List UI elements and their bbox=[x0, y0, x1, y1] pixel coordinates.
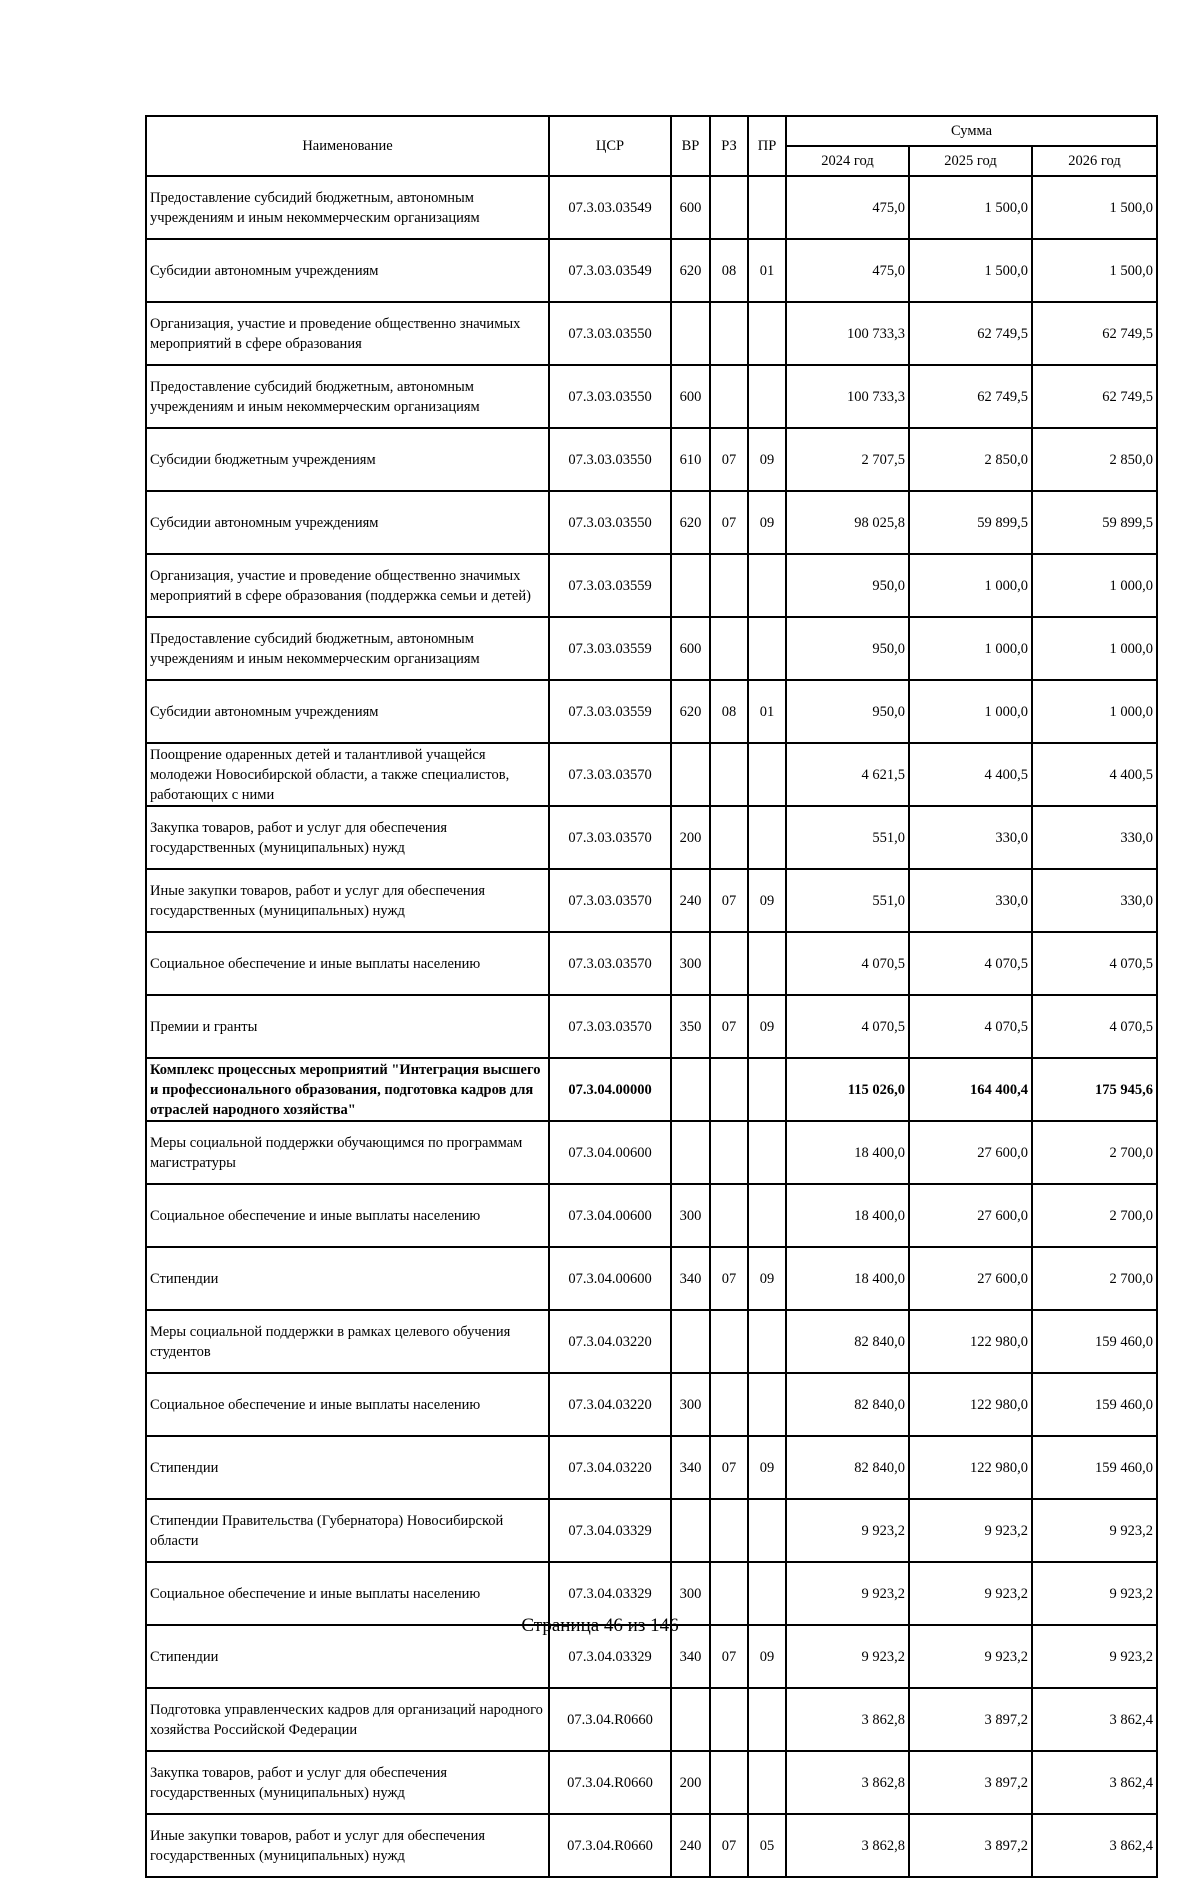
table-row bbox=[146, 1121, 1157, 1184]
cell-rz bbox=[710, 1499, 748, 1562]
cell-sum-2025: 122 980,0 bbox=[909, 1436, 1032, 1499]
cell-sum-2024: 551,0 bbox=[786, 806, 909, 869]
cell-rz: 07 bbox=[710, 995, 748, 1058]
cell-sum-2025: 4 070,5 bbox=[909, 995, 1032, 1058]
cell-sum-2025: 9 923,2 bbox=[909, 1625, 1032, 1688]
cell-csr: 07.3.03.03550 bbox=[549, 302, 671, 365]
cell-name: Меры социальной поддержки обучающимся по программам магистратуры bbox=[146, 1121, 549, 1184]
cell-pr bbox=[748, 1121, 786, 1184]
cell-csr: 07.3.04.00600 bbox=[549, 1184, 671, 1247]
cell-sum-2025: 27 600,0 bbox=[909, 1121, 1032, 1184]
header-pr: ПР bbox=[748, 116, 786, 176]
cell-sum-2025: 122 980,0 bbox=[909, 1310, 1032, 1373]
cell-sum-2024: 82 840,0 bbox=[786, 1310, 909, 1373]
cell-sum-2026: 1 500,0 bbox=[1032, 176, 1157, 239]
cell-rz bbox=[710, 1373, 748, 1436]
cell-csr: 07.3.03.03550 bbox=[549, 491, 671, 554]
cell-csr: 07.3.03.03559 bbox=[549, 680, 671, 743]
cell-name: Предоставление субсидий бюджетным, автономным учреждениям и иным некоммерческим организациям bbox=[146, 365, 549, 428]
cell-rz bbox=[710, 806, 748, 869]
cell-sum-2024: 4 070,5 bbox=[786, 932, 909, 995]
cell-pr: 05 bbox=[748, 1814, 786, 1877]
cell-vr: 620 bbox=[671, 491, 710, 554]
table-row bbox=[146, 743, 1157, 806]
cell-vr: 620 bbox=[671, 680, 710, 743]
header-name: Наименование bbox=[146, 116, 549, 176]
table-row bbox=[146, 554, 1157, 617]
header-2025: 2025 год bbox=[909, 146, 1032, 176]
table-row bbox=[146, 1499, 1157, 1562]
cell-sum-2025: 1 000,0 bbox=[909, 617, 1032, 680]
cell-sum-2024: 950,0 bbox=[786, 617, 909, 680]
cell-name: Социальное обеспечение и иные выплаты населению bbox=[146, 932, 549, 995]
cell-pr bbox=[748, 932, 786, 995]
cell-sum-2026: 1 500,0 bbox=[1032, 239, 1157, 302]
cell-name: Социальное обеспечение и иные выплаты населению bbox=[146, 1184, 549, 1247]
cell-sum-2024: 551,0 bbox=[786, 869, 909, 932]
cell-sum-2024: 18 400,0 bbox=[786, 1247, 909, 1310]
cell-sum-2025: 3 897,2 bbox=[909, 1751, 1032, 1814]
cell-csr: 07.3.03.03570 bbox=[549, 743, 671, 806]
cell-csr: 07.3.04.00600 bbox=[549, 1121, 671, 1184]
cell-sum-2024: 100 733,3 bbox=[786, 302, 909, 365]
table-row bbox=[146, 1751, 1157, 1814]
cell-pr bbox=[748, 617, 786, 680]
cell-sum-2024: 475,0 bbox=[786, 239, 909, 302]
cell-sum-2024: 2 707,5 bbox=[786, 428, 909, 491]
cell-rz bbox=[710, 554, 748, 617]
cell-sum-2025: 164 400,4 bbox=[909, 1058, 1032, 1121]
cell-sum-2024: 9 923,2 bbox=[786, 1499, 909, 1562]
cell-name: Организация, участие и проведение общественно значимых мероприятий в сфере образования (поддержка семьи и детей) bbox=[146, 554, 549, 617]
cell-sum-2025: 4 400,5 bbox=[909, 743, 1032, 806]
table-row bbox=[146, 428, 1157, 491]
cell-name: Субсидии автономным учреждениям bbox=[146, 239, 549, 302]
cell-csr: 07.3.03.03550 bbox=[549, 428, 671, 491]
header-sum: Сумма bbox=[786, 116, 1157, 146]
cell-vr: 300 bbox=[671, 1373, 710, 1436]
cell-sum-2025: 9 923,2 bbox=[909, 1562, 1032, 1625]
table-row bbox=[146, 1184, 1157, 1247]
cell-sum-2026: 4 070,5 bbox=[1032, 932, 1157, 995]
cell-name: Организация, участие и проведение общественно значимых мероприятий в сфере образования bbox=[146, 302, 549, 365]
cell-pr bbox=[748, 1184, 786, 1247]
cell-sum-2024: 9 923,2 bbox=[786, 1562, 909, 1625]
header-2024: 2024 год bbox=[786, 146, 909, 176]
cell-sum-2025: 1 500,0 bbox=[909, 176, 1032, 239]
cell-sum-2025: 27 600,0 bbox=[909, 1184, 1032, 1247]
cell-sum-2026: 62 749,5 bbox=[1032, 365, 1157, 428]
cell-vr: 240 bbox=[671, 1814, 710, 1877]
cell-pr bbox=[748, 554, 786, 617]
cell-rz bbox=[710, 302, 748, 365]
cell-pr: 09 bbox=[748, 428, 786, 491]
cell-csr: 07.3.03.03570 bbox=[549, 869, 671, 932]
table-row bbox=[146, 302, 1157, 365]
cell-sum-2025: 1 000,0 bbox=[909, 680, 1032, 743]
cell-pr bbox=[748, 365, 786, 428]
cell-vr bbox=[671, 302, 710, 365]
cell-pr bbox=[748, 806, 786, 869]
cell-sum-2024: 950,0 bbox=[786, 680, 909, 743]
cell-pr: 09 bbox=[748, 1247, 786, 1310]
cell-name: Комплекс процессных мероприятий "Интеграция высшего и профессионального образования, подготовка кадров для отраслей народного хозяйства" bbox=[146, 1058, 549, 1121]
cell-pr bbox=[748, 1058, 786, 1121]
cell-sum-2026: 59 899,5 bbox=[1032, 491, 1157, 554]
cell-csr: 07.3.03.03550 bbox=[549, 365, 671, 428]
cell-sum-2026: 2 700,0 bbox=[1032, 1121, 1157, 1184]
table-row bbox=[146, 995, 1157, 1058]
table-row bbox=[146, 1247, 1157, 1310]
table-row bbox=[146, 680, 1157, 743]
cell-csr: 07.3.03.03549 bbox=[549, 239, 671, 302]
cell-name: Закупка товаров, работ и услуг для обеспечения государственных (муниципальных) нужд bbox=[146, 1751, 549, 1814]
table-row bbox=[146, 1058, 1157, 1121]
cell-sum-2025: 330,0 bbox=[909, 869, 1032, 932]
cell-sum-2026: 2 850,0 bbox=[1032, 428, 1157, 491]
cell-sum-2024: 3 862,8 bbox=[786, 1814, 909, 1877]
cell-vr: 200 bbox=[671, 1751, 710, 1814]
table-row bbox=[146, 491, 1157, 554]
cell-csr: 07.3.03.03549 bbox=[549, 176, 671, 239]
cell-sum-2026: 4 070,5 bbox=[1032, 995, 1157, 1058]
cell-sum-2025: 2 850,0 bbox=[909, 428, 1032, 491]
cell-vr bbox=[671, 743, 710, 806]
cell-sum-2026: 1 000,0 bbox=[1032, 617, 1157, 680]
cell-rz: 07 bbox=[710, 491, 748, 554]
cell-csr: 07.3.04.R0660 bbox=[549, 1751, 671, 1814]
header-vr: ВР bbox=[671, 116, 710, 176]
cell-sum-2025: 59 899,5 bbox=[909, 491, 1032, 554]
cell-pr: 09 bbox=[748, 1625, 786, 1688]
cell-sum-2024: 950,0 bbox=[786, 554, 909, 617]
cell-pr: 09 bbox=[748, 869, 786, 932]
cell-rz bbox=[710, 1121, 748, 1184]
cell-name: Премии и гранты bbox=[146, 995, 549, 1058]
cell-pr: 01 bbox=[748, 239, 786, 302]
cell-rz bbox=[710, 932, 748, 995]
cell-name: Предоставление субсидий бюджетным, автономным учреждениям и иным некоммерческим организациям bbox=[146, 176, 549, 239]
cell-vr: 600 bbox=[671, 365, 710, 428]
cell-sum-2026: 1 000,0 bbox=[1032, 680, 1157, 743]
cell-sum-2025: 27 600,0 bbox=[909, 1247, 1032, 1310]
cell-sum-2026: 159 460,0 bbox=[1032, 1310, 1157, 1373]
cell-name: Стипендии bbox=[146, 1436, 549, 1499]
cell-sum-2026: 159 460,0 bbox=[1032, 1436, 1157, 1499]
cell-sum-2024: 475,0 bbox=[786, 176, 909, 239]
cell-vr bbox=[671, 554, 710, 617]
cell-vr bbox=[671, 1499, 710, 1562]
cell-sum-2025: 330,0 bbox=[909, 806, 1032, 869]
cell-vr bbox=[671, 1688, 710, 1751]
cell-csr: 07.3.04.03220 bbox=[549, 1436, 671, 1499]
cell-sum-2026: 159 460,0 bbox=[1032, 1373, 1157, 1436]
cell-sum-2025: 3 897,2 bbox=[909, 1814, 1032, 1877]
cell-pr: 09 bbox=[748, 491, 786, 554]
cell-csr: 07.3.03.03559 bbox=[549, 617, 671, 680]
cell-pr bbox=[748, 1373, 786, 1436]
cell-csr: 07.3.04.03329 bbox=[549, 1562, 671, 1625]
cell-pr: 09 bbox=[748, 995, 786, 1058]
cell-rz bbox=[710, 743, 748, 806]
cell-vr: 240 bbox=[671, 869, 710, 932]
cell-vr: 340 bbox=[671, 1625, 710, 1688]
header-2026: 2026 год bbox=[1032, 146, 1157, 176]
cell-name: Иные закупки товаров, работ и услуг для обеспечения государственных (муниципальных) нужд bbox=[146, 869, 549, 932]
cell-sum-2025: 62 749,5 bbox=[909, 302, 1032, 365]
cell-sum-2025: 3 897,2 bbox=[909, 1688, 1032, 1751]
cell-vr: 340 bbox=[671, 1436, 710, 1499]
cell-csr: 07.3.04.R0660 bbox=[549, 1814, 671, 1877]
cell-csr: 07.3.04.03329 bbox=[549, 1499, 671, 1562]
cell-sum-2026: 3 862,4 bbox=[1032, 1751, 1157, 1814]
cell-rz bbox=[710, 617, 748, 680]
cell-pr bbox=[748, 302, 786, 365]
cell-rz bbox=[710, 176, 748, 239]
cell-pr bbox=[748, 176, 786, 239]
table-row bbox=[146, 869, 1157, 932]
cell-rz bbox=[710, 1184, 748, 1247]
cell-rz: 07 bbox=[710, 869, 748, 932]
cell-csr: 07.3.03.03570 bbox=[549, 995, 671, 1058]
cell-csr: 07.3.03.03570 bbox=[549, 932, 671, 995]
cell-sum-2024: 115 026,0 bbox=[786, 1058, 909, 1121]
cell-sum-2026: 3 862,4 bbox=[1032, 1688, 1157, 1751]
cell-rz bbox=[710, 1058, 748, 1121]
cell-vr: 350 bbox=[671, 995, 710, 1058]
cell-pr: 01 bbox=[748, 680, 786, 743]
cell-vr: 600 bbox=[671, 176, 710, 239]
cell-rz: 08 bbox=[710, 239, 748, 302]
cell-rz: 08 bbox=[710, 680, 748, 743]
budget-table bbox=[145, 115, 1158, 1878]
cell-sum-2024: 3 862,8 bbox=[786, 1751, 909, 1814]
cell-rz bbox=[710, 365, 748, 428]
cell-rz: 07 bbox=[710, 428, 748, 491]
table-row bbox=[146, 617, 1157, 680]
table-row bbox=[146, 1688, 1157, 1751]
cell-pr bbox=[748, 1310, 786, 1373]
cell-name: Стипендии Правительства (Губернатора) Новосибирской области bbox=[146, 1499, 549, 1562]
cell-sum-2026: 4 400,5 bbox=[1032, 743, 1157, 806]
cell-sum-2026: 330,0 bbox=[1032, 869, 1157, 932]
cell-csr: 07.3.04.R0660 bbox=[549, 1688, 671, 1751]
cell-rz: 07 bbox=[710, 1436, 748, 1499]
cell-vr bbox=[671, 1058, 710, 1121]
cell-csr: 07.3.04.03220 bbox=[549, 1373, 671, 1436]
cell-pr: 09 bbox=[748, 1436, 786, 1499]
cell-vr: 300 bbox=[671, 1184, 710, 1247]
cell-sum-2024: 18 400,0 bbox=[786, 1184, 909, 1247]
cell-name: Социальное обеспечение и иные выплаты населению bbox=[146, 1373, 549, 1436]
cell-pr bbox=[748, 1499, 786, 1562]
cell-rz bbox=[710, 1688, 748, 1751]
table-row bbox=[146, 239, 1157, 302]
cell-sum-2026: 175 945,6 bbox=[1032, 1058, 1157, 1121]
table-row bbox=[146, 1310, 1157, 1373]
cell-csr: 07.3.03.03570 bbox=[549, 806, 671, 869]
cell-csr: 07.3.04.00000 bbox=[549, 1058, 671, 1121]
table-row bbox=[146, 1814, 1157, 1877]
cell-sum-2026: 2 700,0 bbox=[1032, 1247, 1157, 1310]
cell-name: Субсидии бюджетным учреждениям bbox=[146, 428, 549, 491]
cell-vr: 340 bbox=[671, 1247, 710, 1310]
cell-sum-2026: 9 923,2 bbox=[1032, 1625, 1157, 1688]
cell-vr bbox=[671, 1121, 710, 1184]
cell-sum-2026: 62 749,5 bbox=[1032, 302, 1157, 365]
cell-sum-2025: 1 500,0 bbox=[909, 239, 1032, 302]
table-row bbox=[146, 365, 1157, 428]
cell-sum-2024: 18 400,0 bbox=[786, 1121, 909, 1184]
cell-rz: 07 bbox=[710, 1625, 748, 1688]
cell-name: Стипендии bbox=[146, 1625, 549, 1688]
cell-sum-2026: 1 000,0 bbox=[1032, 554, 1157, 617]
cell-rz bbox=[710, 1751, 748, 1814]
cell-name: Субсидии автономным учреждениям bbox=[146, 680, 549, 743]
cell-sum-2025: 1 000,0 bbox=[909, 554, 1032, 617]
table-row bbox=[146, 932, 1157, 995]
header-csr: ЦСР bbox=[549, 116, 671, 176]
cell-name: Стипендии bbox=[146, 1247, 549, 1310]
cell-pr bbox=[748, 1751, 786, 1814]
cell-vr bbox=[671, 1310, 710, 1373]
cell-pr bbox=[748, 1688, 786, 1751]
cell-rz: 07 bbox=[710, 1814, 748, 1877]
cell-sum-2025: 4 070,5 bbox=[909, 932, 1032, 995]
cell-sum-2026: 9 923,2 bbox=[1032, 1499, 1157, 1562]
table-row bbox=[146, 1373, 1157, 1436]
cell-sum-2026: 9 923,2 bbox=[1032, 1562, 1157, 1625]
cell-sum-2025: 122 980,0 bbox=[909, 1373, 1032, 1436]
cell-sum-2024: 82 840,0 bbox=[786, 1373, 909, 1436]
cell-name: Социальное обеспечение и иные выплаты населению bbox=[146, 1562, 549, 1625]
cell-vr: 300 bbox=[671, 932, 710, 995]
cell-name: Предоставление субсидий бюджетным, автономным учреждениям и иным некоммерческим организациям bbox=[146, 617, 549, 680]
table-row bbox=[146, 1436, 1157, 1499]
cell-sum-2025: 9 923,2 bbox=[909, 1499, 1032, 1562]
cell-name: Закупка товаров, работ и услуг для обеспечения государственных (муниципальных) нужд bbox=[146, 806, 549, 869]
cell-sum-2024: 3 862,8 bbox=[786, 1688, 909, 1751]
cell-name: Подготовка управленческих кадров для организаций народного хозяйства Российской Федерации bbox=[146, 1688, 549, 1751]
cell-csr: 07.3.04.03329 bbox=[549, 1625, 671, 1688]
cell-sum-2026: 330,0 bbox=[1032, 806, 1157, 869]
cell-sum-2024: 4 621,5 bbox=[786, 743, 909, 806]
cell-vr: 600 bbox=[671, 617, 710, 680]
table-row bbox=[146, 176, 1157, 239]
cell-sum-2026: 3 862,4 bbox=[1032, 1814, 1157, 1877]
cell-sum-2024: 4 070,5 bbox=[786, 995, 909, 1058]
table-header bbox=[146, 116, 1157, 176]
page-number: Страница 46 из 146 bbox=[521, 1615, 679, 1636]
cell-csr: 07.3.03.03559 bbox=[549, 554, 671, 617]
cell-vr: 300 bbox=[671, 1562, 710, 1625]
cell-sum-2025: 62 749,5 bbox=[909, 365, 1032, 428]
cell-name: Иные закупки товаров, работ и услуг для обеспечения государственных (муниципальных) нужд bbox=[146, 1814, 549, 1877]
cell-name: Поощрение одаренных детей и талантливой учащейся молодежи Новосибирской области, а также специалистов, работающих с ними bbox=[146, 743, 549, 806]
header-rz: РЗ bbox=[710, 116, 748, 176]
cell-sum-2026: 2 700,0 bbox=[1032, 1184, 1157, 1247]
cell-name: Субсидии автономным учреждениям bbox=[146, 491, 549, 554]
cell-name: Меры социальной поддержки в рамках целевого обучения студентов bbox=[146, 1310, 549, 1373]
cell-pr bbox=[748, 743, 786, 806]
cell-sum-2024: 98 025,8 bbox=[786, 491, 909, 554]
cell-vr: 620 bbox=[671, 239, 710, 302]
cell-rz bbox=[710, 1310, 748, 1373]
cell-sum-2024: 82 840,0 bbox=[786, 1436, 909, 1499]
cell-csr: 07.3.04.00600 bbox=[549, 1247, 671, 1310]
table-row bbox=[146, 806, 1157, 869]
cell-rz: 07 bbox=[710, 1247, 748, 1310]
cell-sum-2024: 9 923,2 bbox=[786, 1625, 909, 1688]
cell-csr: 07.3.04.03220 bbox=[549, 1310, 671, 1373]
cell-vr: 610 bbox=[671, 428, 710, 491]
cell-sum-2024: 100 733,3 bbox=[786, 365, 909, 428]
cell-vr: 200 bbox=[671, 806, 710, 869]
